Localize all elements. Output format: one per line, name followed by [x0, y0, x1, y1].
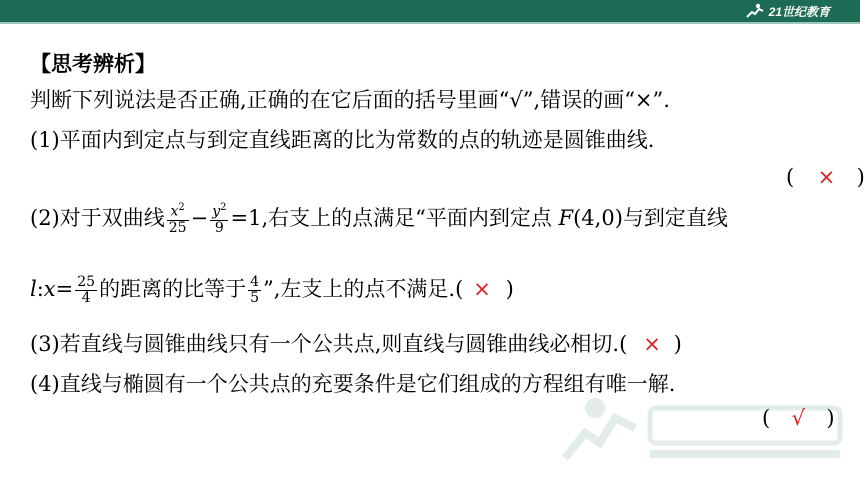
question-4-answer [762, 406, 835, 430]
open-paren: ( [762, 406, 771, 430]
q2-condition-end: (4,0)与到定直线 [573, 206, 728, 230]
section-heading: 【思考辨析】 [30, 53, 156, 76]
answer-mark: × [643, 332, 661, 356]
banner-divider [0, 22, 860, 24]
point-f: F [558, 206, 574, 230]
fraction-4-5: $\frac{4}{5}$ [250, 273, 259, 306]
question-2-line-1 [30, 202, 728, 237]
top-banner [0, 0, 860, 22]
question-3-text: (3)若直线与圆锥曲线只有一个公共点,则直线与圆锥曲线必相切.( × ) [30, 332, 682, 356]
instruction-text: 判断下列说法是否正确,正确的在它后面的括号里画“√”,错误的画“×”. [30, 88, 670, 112]
q2-condition: =1,右支上的点满足“平面内到定点 [230, 206, 559, 230]
close-paren: ) [826, 406, 835, 430]
open-paren: ( [786, 165, 795, 189]
question-2-line-2: l:x= $\frac{25}{4}$ 的距离的比等于 $\frac{4}{5}$ ”,左支上的点不满足.( × ) [30, 273, 514, 306]
question-1-answer [786, 165, 865, 189]
close-paren: ) [856, 165, 865, 189]
q2-intro: (2)对于双曲线 [30, 206, 165, 230]
question-4-text: (4)直线与椭圆有一个公共点的充要条件是它们组成的方程组有唯一解. [30, 372, 676, 396]
logo-text: 21世纪教育 [768, 4, 830, 19]
answer-mark: × [817, 165, 836, 189]
fraction-y2-9: $\frac{y^2}{9}$ [212, 202, 227, 237]
fraction-x2-25: $\frac{x^2}{25}$ [168, 202, 187, 237]
runner-icon [743, 3, 765, 19]
answer-mark: × [473, 277, 491, 301]
minus-sign: − [190, 206, 209, 230]
answer-mark: √ [791, 406, 805, 430]
fraction-25-4: $\frac{25}{4}$ [77, 273, 96, 306]
question-1-text: (1)平面内到定点与到定直线距离的比为常数的点的轨迹是圆锥曲线. [30, 128, 655, 152]
brand-logo [743, 2, 830, 20]
